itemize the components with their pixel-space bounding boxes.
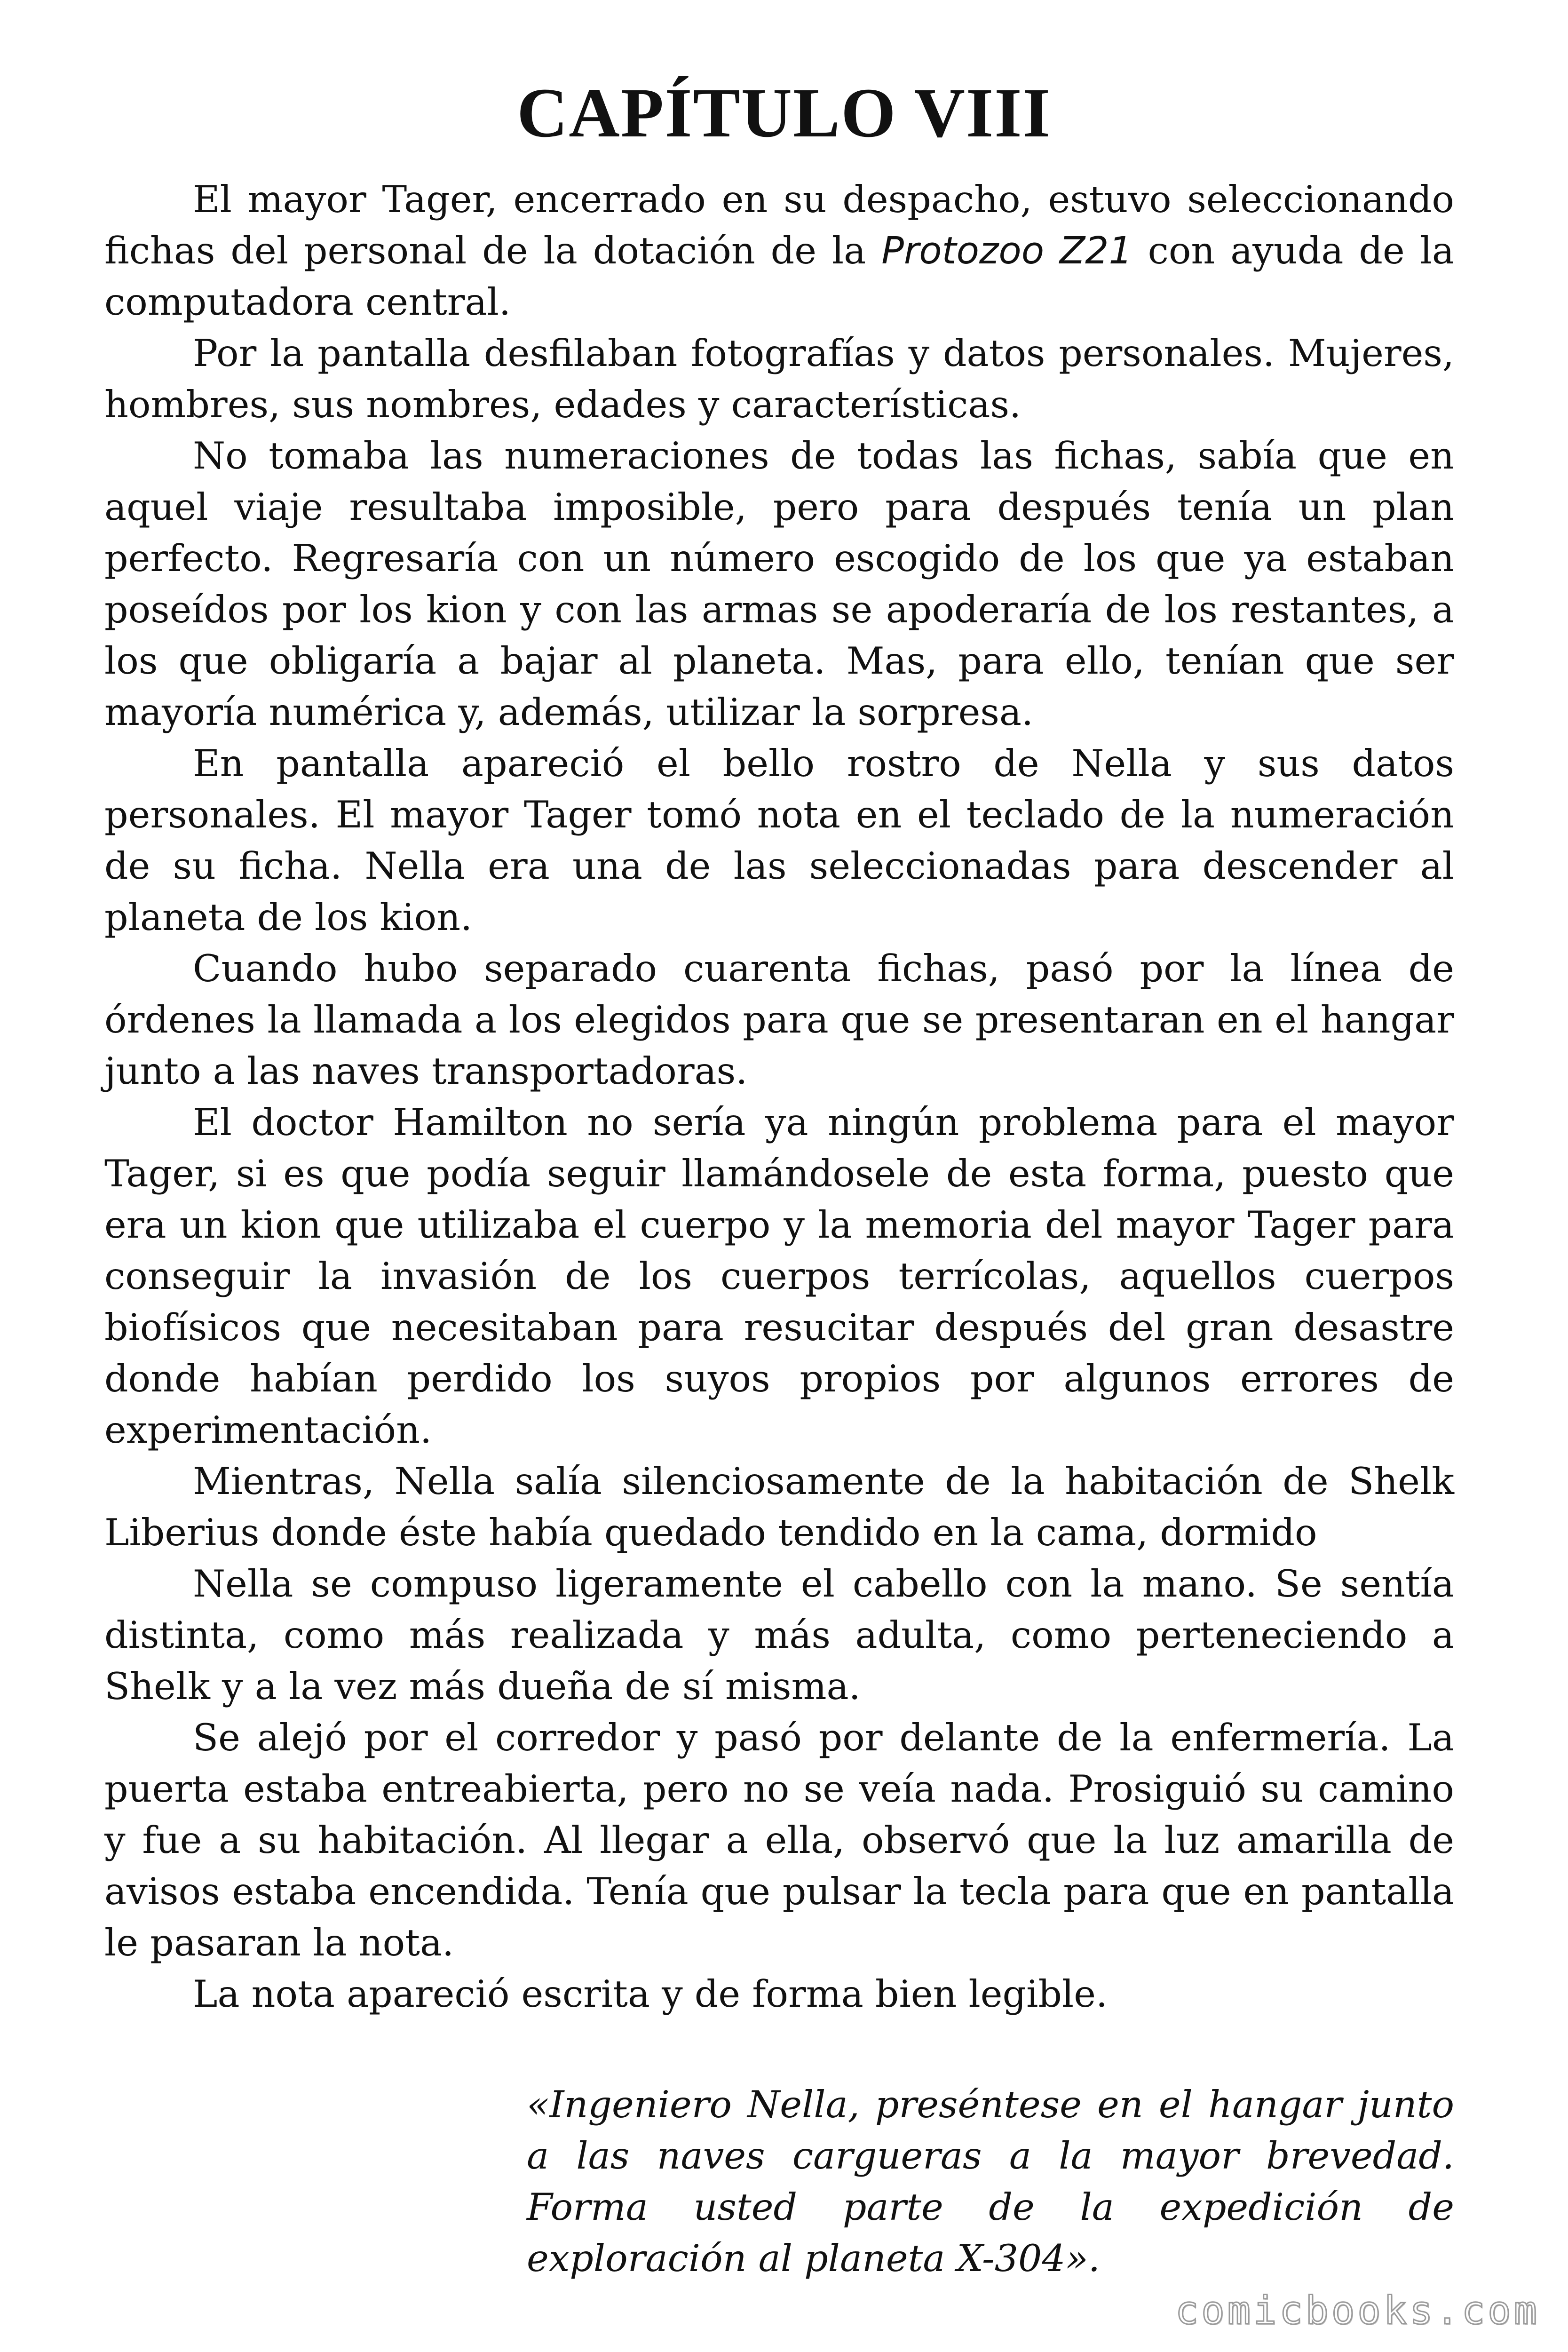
paragraph: Mientras, Nella salía silenciosamente de la habitación de Shelk Liberius donde éste había quedado tendido en la cama, dormido — [104, 1460, 1454, 1554]
paragraph: Por la pantalla desfilaban fotografías y datos personales. Mujeres, hombres, sus nombres, edades y características. — [104, 332, 1454, 426]
paragraph: En pantalla apareció el bello rostro de Nella y sus datos personales. El mayor Tager tomó nota en el teclado de la numeración de su ficha. Nella era una de las seleccionadas para descender al planeta de los kion. — [104, 742, 1454, 939]
paragraph — [104, 174, 1454, 328]
chapter-body — [104, 174, 1454, 2020]
watermark: comicbooks.com — [1175, 2288, 1540, 2333]
quoted-note: «Ingeniero Nella, preséntese en el hangar junto a las naves cargueras a la mayor brevedad. Forma usted parte de la expedición de exploración al planeta X-304». — [527, 2083, 1454, 2280]
paragraph: El doctor Hamilton no sería ya ningún problema para el mayor Tager, si es que podía seguir llamándosele de esta forma, puesto que era un kion que utilizaba el cuerpo y la memoria del mayor Tager para conseguir la invasión de los cuerpos terrícolas, aquellos cuerpos biofísicos que necesitaban para resucitar después del gran desastre donde habían perdido los suyos propios por algunos errores de experimentación. — [104, 1101, 1454, 1452]
paragraph: Nella se compuso ligeramente el cabello con la mano. Se sentía distinta, como más realizada y más adulta, como perteneciendo a Shelk y a la vez más dueña de sí misma. — [104, 1562, 1454, 1708]
paragraph: La nota apareció escrita y de forma bien legible. — [193, 1972, 1108, 2016]
paragraph: No tomaba las numeraciones de todas las fichas, sabía que en aquel viaje resultaba imposible, pero para después tenía un plan perfecto. Regresaría con un número escogido de los que ya estaban poseídos por los kion y con las armas se apoderaría de los restantes, a los que obligaría a bajar al planeta. Mas, para ello, tenían que ser mayoría numérica y, además, utilizar la sorpresa. — [104, 434, 1454, 734]
chapter-title: CAPÍTULO VIII — [517, 74, 1051, 152]
paragraph-text: El mayor Tager, encerrado en su despacho, estuvo seleccionando fichas del personal de la dotación de la — [104, 178, 1454, 272]
paragraph-text: con ayuda de la computadora central. — [104, 229, 1455, 324]
paragraph: Cuando hubo separado cuarenta fichas, pasó por la línea de órdenes la llamada a los elegidos para que se presentaran en el hangar junto a las naves transportadoras. — [104, 947, 1454, 1093]
ship-name: Protozoo Z21 — [881, 229, 1132, 272]
paragraph: Se alejó por el corredor y pasó por delante de la enfermería. La puerta estaba entreabierta, pero no se veía nada. Prosiguió su camino y fue a su habitación. Al llegar a ella, observó que la luz amarilla de avisos estaba encendida. Tenía que pulsar la tecla para que en pantalla le pasaran la nota. — [104, 1716, 1454, 1964]
